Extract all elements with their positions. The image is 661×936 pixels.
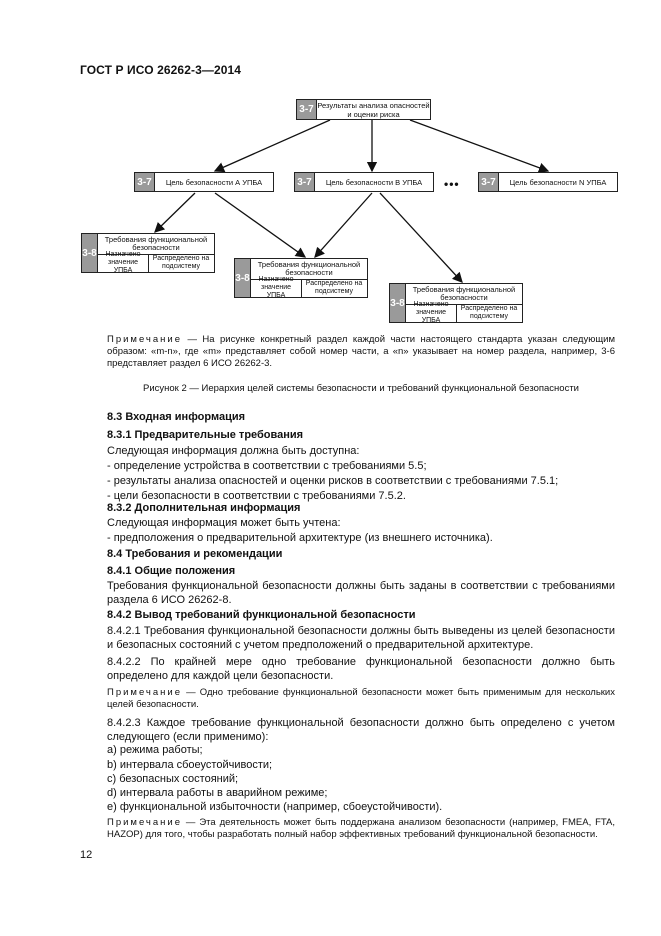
ellipsis: ••• (444, 177, 460, 191)
section-code: 3-7 (295, 173, 315, 191)
arrow-goal-a-to-req-1 (155, 193, 195, 232)
hazard-analysis-box (296, 99, 431, 120)
section-code: 3-8 (82, 234, 98, 272)
section-heading-8-4-1: 8.4.1 Общие положения (107, 565, 236, 577)
section-code: 3-8 (390, 284, 406, 322)
safety-goal-n-box (478, 172, 618, 192)
list-item: d) интервала работы в аварийном режиме; (107, 787, 328, 799)
safety-goal-b-box (294, 172, 434, 192)
list-item: c) безопасных состояний; (107, 773, 239, 785)
fsr-allocation-cell: Распределено на подсистему (305, 280, 363, 295)
list-item: - результаты анализа опасностей и оценки рисков в соответствии с требованиями 7.5.1; (107, 475, 559, 487)
box-label: Цель безопасности В УПБА (325, 177, 423, 187)
hierarchy-diagram (0, 0, 661, 340)
fsr-box-1 (81, 233, 215, 273)
paragraph: Требования функциональной безопасности должны быть заданы в соответствии с требованиями раздела 6 ИСО 26262-8. (107, 580, 615, 606)
arrow-goal-b-to-req-2 (315, 193, 372, 257)
fsr-asil-cell: Назначено значение УПБА (251, 279, 302, 297)
fsr-asil-cell: Назначено значение УПБА (98, 254, 149, 272)
section-heading-8-4-2: 8.4.2 Вывод требований функциональной безопасности (107, 609, 416, 621)
safety-goal-a-box (134, 172, 274, 192)
note (107, 687, 615, 711)
document-header: ГОСТ Р ИСО 26262-3—2014 (80, 63, 242, 77)
note (107, 817, 615, 841)
fsr-allocation-cell: Распределено на подсистему (460, 305, 518, 320)
arrow-top-to-goal-a (215, 120, 330, 171)
list-item: b) интервала сбоеустойчивости; (107, 759, 273, 771)
paragraph: 8.4.2.3 Каждое требование функциональной безопасности должно быть определено с учетом следующего (если применимо): (107, 717, 615, 743)
fsr-box-2 (234, 258, 368, 298)
page-number: 12 (80, 849, 93, 861)
section-heading-8-3: 8.3 Входная информация (107, 411, 246, 423)
section-code: 3-7 (135, 173, 155, 191)
box-label: Результаты анализа опасностей и оценки риска (317, 100, 430, 119)
list-item: - определение устройства в соответствии с требованиями 5.5; (107, 460, 427, 472)
fsr-box-3 (389, 283, 523, 323)
paragraph: Следующая информация должна быть доступна: (107, 445, 360, 457)
list-item: - предположения о предварительной архитектуре (из внешнего источника). (107, 532, 493, 544)
list-item: e) функциональной избыточности (например, сбоеустойчивости). (107, 801, 443, 813)
arrow-goal-b-to-req-3 (380, 193, 462, 282)
fsr-title: Требования функциональной безопасности (406, 284, 522, 305)
note-label: Примечание (107, 334, 182, 345)
list-item: a) режима работы; (107, 744, 203, 756)
note-text: — Одно требование функциональной безопасности может быть применимым для нескольких целей безопасности. (107, 687, 615, 710)
figure-note (107, 334, 615, 370)
box-label: Цель безопасности А УПБА (165, 177, 263, 187)
figure-caption: Рисунок 2 — Иерархия целей системы безопасности и требований функциональной безопасности (143, 383, 579, 394)
arrow-top-to-goal-n (410, 120, 548, 171)
paragraph: Следующая информация может быть учтена: (107, 517, 341, 529)
fsr-title: Требования функциональной безопасности (251, 259, 367, 280)
section-code: 3-7 (479, 173, 499, 191)
section-code: 3-7 (297, 100, 317, 119)
section-heading-8-3-1: 8.3.1 Предварительные требования (107, 429, 304, 441)
box-label: Цель безопасности N УПБА (509, 177, 607, 187)
list-item: - цели безопасности в соответствии с требованиями 7.5.2. (107, 490, 406, 502)
paragraph: 8.4.2.2 По крайней мере одно требование функциональной безопасности должно быть определено для каждой цели безопасности. (107, 656, 615, 682)
note-text: — Эта деятельность может быть поддержана анализом безопасности (например, FMEA, FTA, HAZOP) для того, чтобы разработать полный набор эффективных требований функциональной безопасности. (107, 817, 615, 840)
paragraph: 8.4.2.1 Требования функциональной безопасности должны быть выведены из целей безопасности и безопасных состояний с учетом предположений о предварительной архитектуре. (107, 625, 615, 651)
note-text: — На рисунке конкретный раздел каждой части настоящего стандарта указан следующим образом: «m-n», где «m» представляет собой номер части, а «n» указывает на номер раздела, например, 3-6 представляет раздел 6 ИСО 26262-3. (107, 334, 615, 369)
arrow-goal-a-to-req-2 (215, 193, 305, 257)
fsr-asil-cell: Назначено значение УПБА (406, 304, 457, 322)
fsr-title: Требования функциональной безопасности (98, 234, 214, 255)
note-label: Примечание (107, 687, 182, 698)
fsr-allocation-cell: Распределено на подсистему (152, 255, 210, 270)
note-label: Примечание (107, 817, 182, 828)
section-heading-8-3-2: 8.3.2 Дополнительная информация (107, 502, 301, 514)
section-code: 3-8 (235, 259, 251, 297)
section-heading-8-4: 8.4 Требования и рекомендации (107, 548, 283, 560)
